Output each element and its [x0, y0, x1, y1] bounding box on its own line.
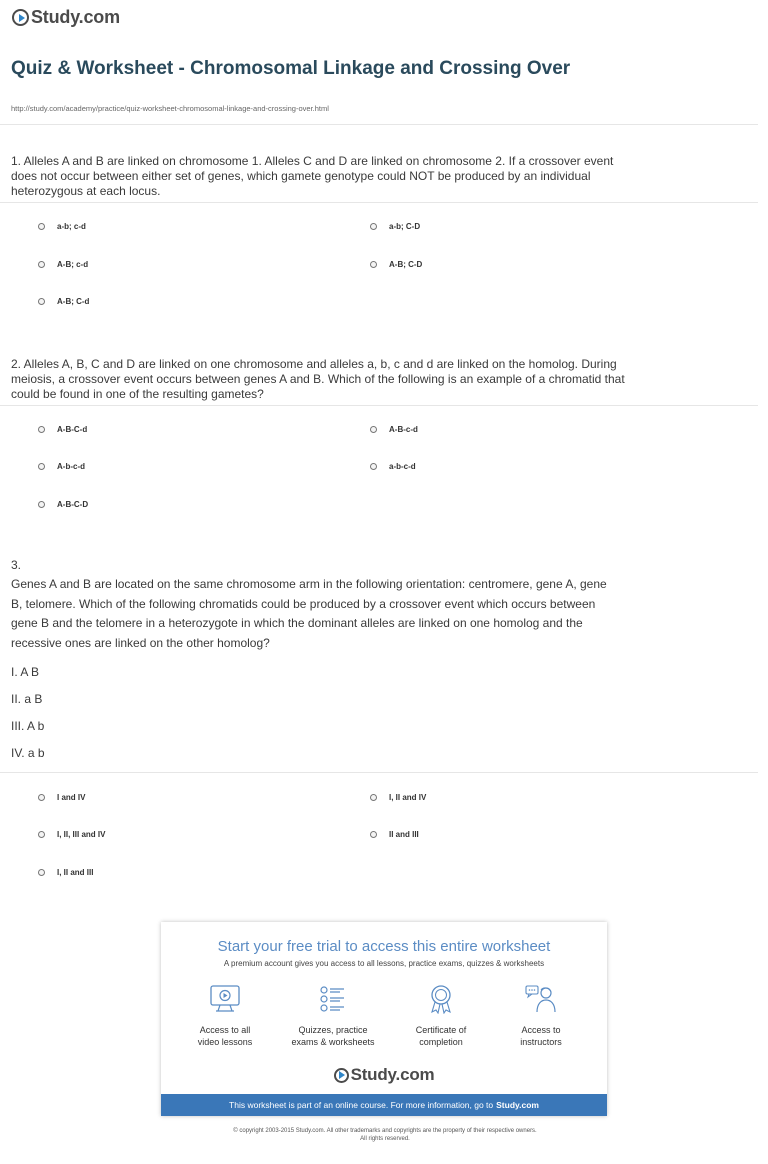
answer-label: A-b-c-d [57, 462, 85, 471]
answer-label: a-b-c-d [389, 462, 416, 471]
divider [0, 405, 758, 406]
promo-study-logo[interactable] [161, 1065, 607, 1085]
answer-label: A-B-C-d [57, 425, 88, 434]
question-1-text: 1. Alleles A and B are linked on chromosome 1. Alleles C and D are linked on chromosome 2. If a crossover event does not occur between either set of genes, which gamete genotype could NOT be produced by an individual heterozygous at each locus. [11, 154, 614, 198]
page-url[interactable]: http://study.com/academy/practice/quiz-worksheet-chromosomal-linkage-and-crossing-over.html [11, 104, 329, 113]
answer-option[interactable] [38, 222, 86, 231]
statement-item: I. A B [11, 665, 40, 679]
statement-item: III. A b [11, 719, 45, 733]
quizzes-list-icon [316, 984, 350, 1014]
radio-button[interactable] [370, 426, 377, 433]
feature-instructors [491, 984, 591, 1048]
divider [0, 772, 758, 773]
divider [0, 202, 758, 203]
divider [0, 124, 758, 125]
answer-label: A-B-c-d [389, 425, 418, 434]
video-lessons-icon [208, 984, 242, 1014]
answer-option[interactable] [370, 260, 422, 269]
copyright-line: © copyright 2003-2015 Study.com. All other trademarks and copyrights are the property of their respective owners. [233, 1128, 537, 1134]
radio-button[interactable] [38, 794, 45, 801]
radio-button[interactable] [370, 463, 377, 470]
answer-option[interactable] [38, 462, 85, 471]
answer-option[interactable] [370, 462, 416, 471]
radio-button[interactable] [38, 463, 45, 470]
answer-option[interactable] [38, 830, 105, 839]
promo-footer-link[interactable]: Study.com [496, 1100, 539, 1110]
statement-item: IV. a b [11, 746, 45, 760]
radio-button[interactable] [370, 794, 377, 801]
answer-option[interactable] [370, 830, 419, 839]
radio-button[interactable] [370, 261, 377, 268]
radio-button[interactable] [38, 831, 45, 838]
play-circle-icon [334, 1068, 349, 1083]
instructors-icon [524, 984, 558, 1014]
question-2-text: 2. Alleles A, B, C and D are linked on one chromosome and alleles a, b, c and d are linked on the homolog. During meiosis, a crossover event occurs between genes A and B. Which of the following is an example of a chromatid that could be found in one of the resulting gametes? [11, 357, 625, 401]
answer-option[interactable] [370, 425, 418, 434]
feature-label-line: Quizzes, practice [298, 1025, 368, 1035]
feature-certificate [391, 984, 491, 1048]
promo-footer-text: This worksheet is part of an online course. For more information, go to [229, 1100, 494, 1110]
answer-label: A-B; c-d [57, 260, 89, 269]
copyright-notice [170, 1127, 600, 1143]
play-circle-icon [12, 9, 29, 26]
free-trial-promo[interactable] [161, 922, 607, 1116]
answer-label: I, II and III [57, 868, 94, 877]
answer-option[interactable] [370, 222, 420, 231]
promo-headline[interactable]: Start your free trial to access this entire worksheet [217, 938, 551, 955]
answer-label: I, II, III and IV [57, 830, 106, 839]
answer-option[interactable] [38, 297, 89, 306]
radio-button[interactable] [38, 261, 45, 268]
study-logo[interactable] [12, 7, 120, 28]
answer-label: A-B-C-D [57, 500, 89, 509]
answer-option[interactable] [38, 868, 93, 877]
answer-label: II and III [389, 830, 419, 839]
feature-label-line: exams & worksheets [291, 1037, 375, 1047]
answer-label: a-b; C-D [389, 222, 421, 231]
answer-option[interactable] [38, 260, 88, 269]
statement-item: II. a B [11, 692, 43, 706]
question-3-number: 3. [11, 558, 22, 572]
radio-button[interactable] [370, 831, 377, 838]
logo-text: Study.com [31, 7, 120, 27]
answer-option[interactable] [38, 425, 87, 434]
answer-label: a-b; c-d [57, 222, 86, 231]
radio-button[interactable] [38, 869, 45, 876]
promo-subline: A premium account gives you access to all lessons, practice exams, quizzes & worksheets [223, 959, 545, 968]
answer-option[interactable] [38, 793, 85, 802]
radio-button[interactable] [38, 501, 45, 508]
certificate-icon [424, 984, 458, 1014]
answer-label: I and IV [57, 793, 86, 802]
feature-video-lessons [175, 984, 275, 1048]
question-3-text: Genes A and B are located on the same chromosome arm in the following orientation: centromere, gene A, gene B, telomere. Which of the following chromatids could be produced by a crossover event which occurs between gene B and the telomere in a heterozygote in which the dominant alleles are linked on one homolog and the recessive ones are linked on the other homolog? [11, 577, 607, 650]
answer-label: A-B; C-D [389, 260, 423, 269]
feature-label-line: instructors [520, 1037, 562, 1047]
radio-button[interactable] [38, 223, 45, 230]
feature-label-line: Certificate of [415, 1025, 467, 1035]
radio-button[interactable] [370, 223, 377, 230]
feature-label-line: video lessons [197, 1037, 253, 1047]
feature-label-line: completion [419, 1037, 463, 1047]
page-title: Quiz & Worksheet - Chromosomal Linkage and Crossing Over [11, 58, 571, 79]
radio-button[interactable] [38, 426, 45, 433]
feature-label-line: Access to [521, 1025, 561, 1035]
promo-footer-bar [161, 1094, 607, 1116]
logo-text: Study.com [350, 1065, 435, 1084]
answer-label: A-B; C-d [57, 297, 90, 306]
radio-button[interactable] [38, 298, 45, 305]
answer-label: I, II and IV [389, 793, 427, 802]
answer-option[interactable] [370, 793, 426, 802]
answer-option[interactable] [38, 500, 88, 509]
copyright-line: All rights reserved. [360, 1136, 410, 1142]
feature-quizzes [283, 984, 383, 1048]
feature-label-line: Access to all [199, 1025, 251, 1035]
